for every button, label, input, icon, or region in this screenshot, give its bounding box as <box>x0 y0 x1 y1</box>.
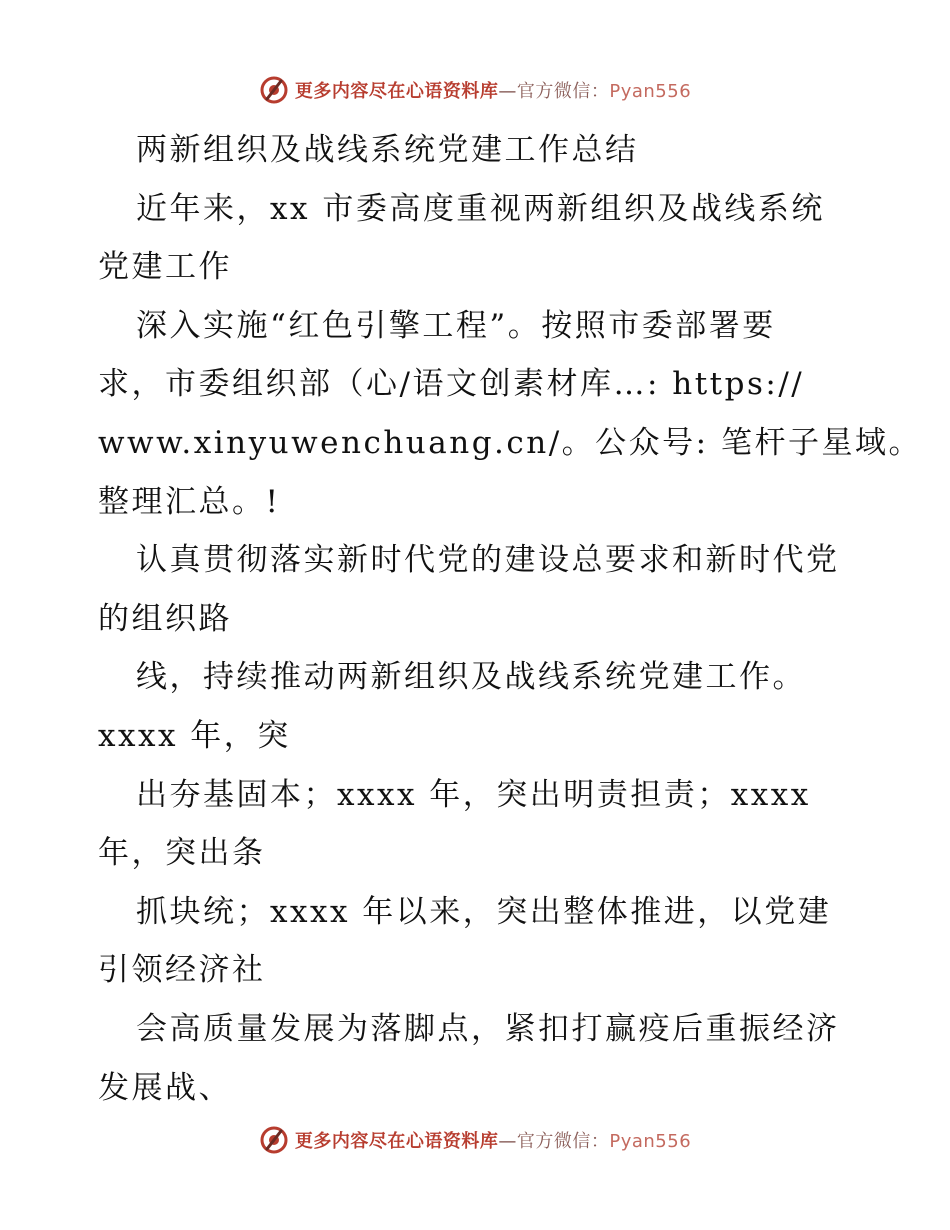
banner-text <box>295 77 691 103</box>
text-line: 发展战、 <box>98 1069 232 1106</box>
text-line: 求，市委组织部（心/语文创素材库…: https:// <box>98 366 805 403</box>
text-line: 认真贯彻落实新时代党的建设总要求和新时代党 <box>136 542 840 579</box>
footer-banner <box>0 1120 950 1160</box>
text-line: 出夯基固本；xxxx 年，突出明责担责；xxxx <box>136 776 811 813</box>
text-line: 党建工作 <box>98 249 232 286</box>
text-line: 抓块统；xxxx 年以来，突出整体推进，以党建 <box>136 893 832 930</box>
banner-wechat-label: 官方微信： <box>516 81 610 102</box>
text-line: 深入实施“红色引擎工程”。按照市委部署要 <box>136 307 776 344</box>
text-line: 的组织路 <box>98 600 232 637</box>
text-line: 年，突出条 <box>98 835 266 872</box>
banner-dash: — <box>498 81 517 102</box>
text-line: 整理汇总。! <box>98 483 281 520</box>
text-line: 线，持续推动两新组织及战线系统党建工作。 <box>136 659 806 696</box>
document-body <box>98 121 922 1117</box>
text-line: 会高质量发展为落脚点，紧扣打赢疫后重振经济 <box>136 1010 840 1047</box>
banner-brand: 更多内容尽在心语资料库 <box>294 1131 499 1152</box>
banner-text <box>295 1127 691 1153</box>
text-line: www.xinyuwenchuang.cn/。公众号: 笔杆子星域。 <box>98 424 922 461</box>
text-line: 两新组织及战线系统党建工作总结 <box>136 132 639 168</box>
brand-logo-icon <box>259 75 289 105</box>
text-line: 近年来，xx 市委高度重视两新组织及战线系统 <box>136 190 825 227</box>
banner-wechat-id: Pyan556 <box>609 1131 692 1152</box>
banner-wechat-id: Pyan556 <box>609 81 692 102</box>
brand-logo-icon <box>259 1125 289 1155</box>
text-line: 引领经济社 <box>98 952 266 989</box>
banner-dash: — <box>498 1131 517 1152</box>
text-line: xxxx 年，突 <box>98 717 291 754</box>
header-banner <box>0 70 950 110</box>
banner-brand: 更多内容尽在心语资料库 <box>294 81 499 102</box>
banner-wechat-label: 官方微信： <box>516 1131 610 1152</box>
